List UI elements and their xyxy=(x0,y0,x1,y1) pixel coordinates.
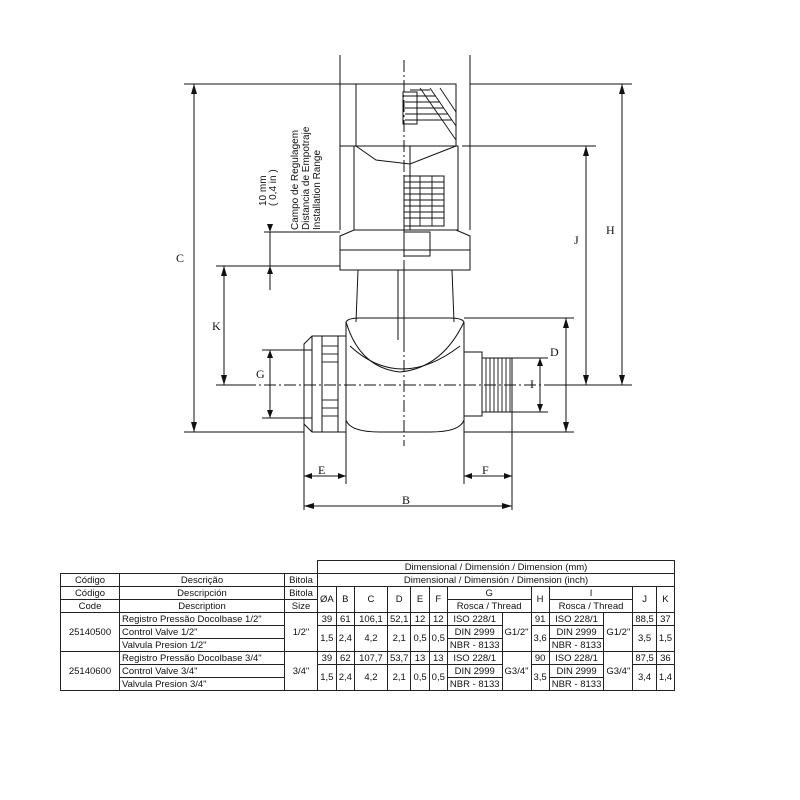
row1-code: 25140500 xyxy=(61,613,120,652)
dim-label-d: D xyxy=(550,345,559,359)
header-f: F xyxy=(429,587,447,613)
row1-h-mm: 91 xyxy=(531,613,549,626)
row1-f-inch: 0,5 xyxy=(429,626,447,652)
dim-label-i: I xyxy=(530,377,534,391)
row2-a-inch: 1,5 xyxy=(318,665,337,691)
row1-j-inch: 3,5 xyxy=(633,626,657,652)
row1-i-thread: G1/2" xyxy=(604,613,633,652)
row2-h-mm: 90 xyxy=(531,652,549,665)
row2-description-pt: Registro Pressão Docolbase 3/4" xyxy=(120,652,285,665)
row2-k-mm: 36 xyxy=(656,652,674,665)
header-a: ØA xyxy=(318,587,337,613)
range-note-pt: Campo de Regulagem xyxy=(290,129,301,230)
row2-f-inch: 0,5 xyxy=(429,665,447,691)
header-k: K xyxy=(656,587,674,613)
row2-i-standard-3: NBR - 8133 xyxy=(549,678,604,691)
row1-i-standard-2: DIN 2999 xyxy=(549,626,604,639)
range-value: 10 mm xyxy=(258,175,269,206)
row2-i-standard-1: ISO 228/1 xyxy=(549,652,604,665)
row1-g-standard-1: ISO 228/1 xyxy=(447,613,502,626)
row1-g-standard-3: NBR - 8133 xyxy=(447,639,502,652)
row2-e-inch: 0,5 xyxy=(411,665,429,691)
header-description-es: Descripción xyxy=(120,587,285,600)
row2-i-standard-2: DIN 2999 xyxy=(549,665,604,678)
header-description-en: Description xyxy=(120,600,285,613)
header-i-thread: Rosca / Thread xyxy=(549,600,633,613)
row1-b-inch: 2,4 xyxy=(336,626,354,652)
row2-a-mm: 39 xyxy=(318,652,337,665)
row1-d-mm: 52,1 xyxy=(387,613,411,626)
header-description-pt: Descrição xyxy=(120,574,285,587)
dim-label-k: K xyxy=(212,319,221,333)
row1-e-inch: 0,5 xyxy=(411,626,429,652)
row1-j-mm: 88,5 xyxy=(633,613,657,626)
row1-k-mm: 37 xyxy=(656,613,674,626)
row1-g-standard-2: DIN 2999 xyxy=(447,626,502,639)
row1-size: 1/2" xyxy=(285,613,318,652)
row2-code: 25140600 xyxy=(61,652,120,691)
dim-label-e: E xyxy=(318,463,326,477)
row2-h-inch: 3,5 xyxy=(531,665,549,691)
header-code-en: Code xyxy=(61,600,120,613)
header-i: I xyxy=(549,587,633,600)
row2-i-thread: G3/4" xyxy=(604,652,633,691)
dimension-table xyxy=(60,560,675,691)
dim-label-g: G xyxy=(256,367,265,381)
header-e: E xyxy=(411,587,429,613)
row2-k-inch: 1,4 xyxy=(656,665,674,691)
dim-label-j: J xyxy=(574,233,579,247)
header-size-en: Size xyxy=(285,600,318,613)
header-b: B xyxy=(336,587,354,613)
row1-c-inch: 4,2 xyxy=(354,626,387,652)
header-dimension-inch: Dimensional / Dimensión / Dimension (inch) xyxy=(318,574,675,587)
row2-c-mm: 107,7 xyxy=(354,652,387,665)
row1-f-mm: 12 xyxy=(429,613,447,626)
row2-d-mm: 53,7 xyxy=(387,652,411,665)
range-note-es: Distancia de Empotraje xyxy=(301,126,312,230)
header-size-es: Bitola xyxy=(285,587,318,600)
header-code-pt: Código xyxy=(61,574,120,587)
row2-b-mm: 62 xyxy=(336,652,354,665)
row1-g-thread: G1/2" xyxy=(502,613,531,652)
header-dimension-mm: Dimensional / Dimensión / Dimension (mm) xyxy=(318,561,675,574)
range-note-en: Installation Range xyxy=(312,149,323,230)
row2-g-standard-2: DIN 2999 xyxy=(447,665,502,678)
row2-j-mm: 87,5 xyxy=(633,652,657,665)
row1-a-mm: 39 xyxy=(318,613,337,626)
row1-a-inch: 1,5 xyxy=(318,626,337,652)
row1-i-standard-3: NBR - 8133 xyxy=(549,639,604,652)
row2-g-standard-1: ISO 228/1 xyxy=(447,652,502,665)
row1-k-inch: 1,5 xyxy=(656,626,674,652)
row2-size: 3/4" xyxy=(285,652,318,691)
dim-label-b: B xyxy=(402,493,411,507)
dim-label-h: H xyxy=(606,223,615,237)
row1-description-es: Valvula Presion 1/2" xyxy=(120,639,285,652)
dim-label-c: C xyxy=(176,251,185,265)
header-size-pt: Bitola xyxy=(285,574,318,587)
row2-j-inch: 3,4 xyxy=(633,665,657,691)
row1-c-mm: 106,1 xyxy=(354,613,387,626)
header-g: G xyxy=(447,587,531,600)
header-h: H xyxy=(531,587,549,613)
row1-description-en: Control Valve 1/2" xyxy=(120,626,285,639)
row2-description-es: Valvula Presion 3/4" xyxy=(120,678,285,691)
row2-description-en: Control Valve 3/4" xyxy=(120,665,285,678)
row2-c-inch: 4,2 xyxy=(354,665,387,691)
header-j: J xyxy=(633,587,657,613)
dim-label-f: F xyxy=(482,463,489,477)
row1-e-mm: 12 xyxy=(411,613,429,626)
header-d: D xyxy=(387,587,411,613)
row1-b-mm: 61 xyxy=(336,613,354,626)
header-c: C xyxy=(354,587,387,613)
row2-f-mm: 13 xyxy=(429,652,447,665)
header-code-es: Código xyxy=(61,587,120,600)
row2-e-mm: 13 xyxy=(411,652,429,665)
row1-description-pt: Registro Pressão Docolbase 1/2" xyxy=(120,613,285,626)
header-g-thread: Rosca / Thread xyxy=(447,600,531,613)
range-value-inch: ( 0,4 in ) xyxy=(268,169,279,206)
row2-d-inch: 2,1 xyxy=(387,665,411,691)
row1-h-inch: 3,6 xyxy=(531,626,549,652)
row1-d-inch: 2,1 xyxy=(387,626,411,652)
row2-b-inch: 2,4 xyxy=(336,665,354,691)
row1-i-standard-1: ISO 228/1 xyxy=(549,613,604,626)
row2-g-standard-3: NBR - 8133 xyxy=(447,678,502,691)
row2-g-thread: G3/4" xyxy=(502,652,531,691)
